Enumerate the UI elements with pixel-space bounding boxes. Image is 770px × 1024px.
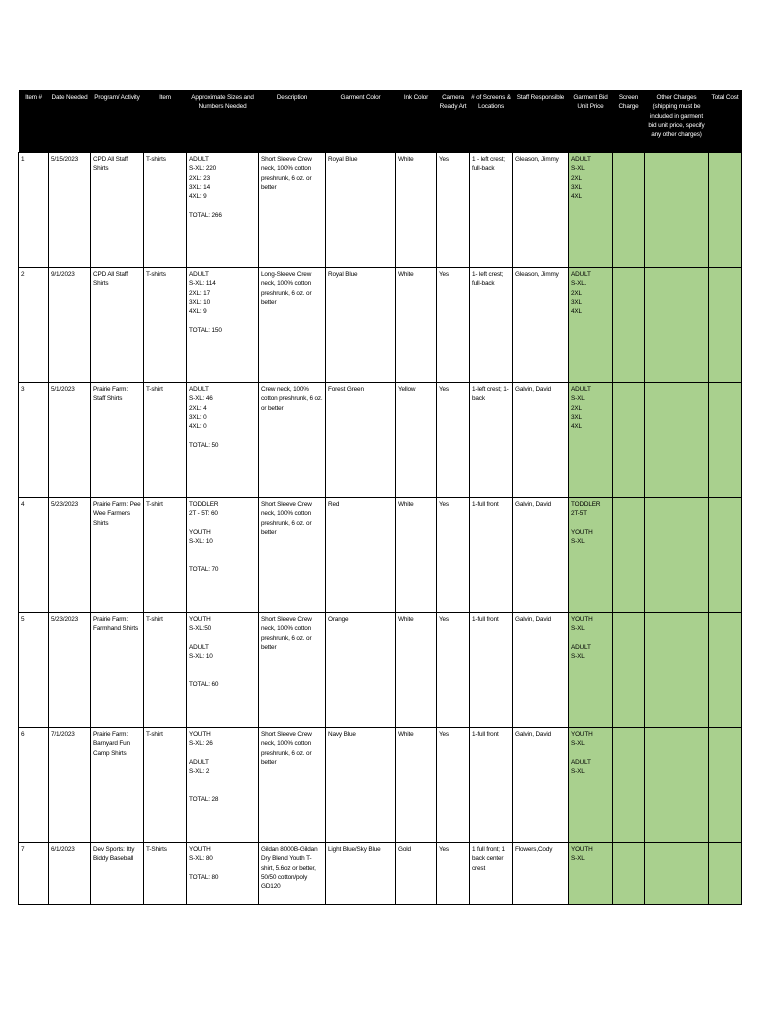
cell-ink-color: White [396, 268, 437, 383]
cell-sizes: TODDLER 2T - 5T: 60 YOUTH S-XL: 10 TOTAL: 70 [187, 498, 259, 613]
cell-screen-charge[interactable] [613, 843, 645, 905]
cell-date-needed: 5/15/2023 [49, 153, 91, 268]
cell-program: Prairie Farm: Barnyard Fun Camp Shirts [91, 728, 144, 843]
cell-item-no: 5 [19, 613, 49, 728]
cell-program: Prairie Farm: Farmhand Shirts [91, 613, 144, 728]
cell-item-no: 6 [19, 728, 49, 843]
cell-camera-ready: Yes [437, 728, 470, 843]
cell-staff: Flowers,Cody [513, 843, 569, 905]
cell-other-charges[interactable] [645, 498, 709, 613]
cell-ink-color: Gold [396, 843, 437, 905]
cell-other-charges[interactable] [645, 268, 709, 383]
cell-screens: 1 - left crest; full-back [470, 153, 513, 268]
cell-staff: Gleason, Jimmy [513, 153, 569, 268]
table-row [19, 498, 742, 613]
cell-bid-price[interactable]: ADULT S-XL 2XL 3XL 4XL [569, 153, 613, 268]
cell-total-cost[interactable] [709, 383, 742, 498]
cell-garment-color: Navy Blue [326, 728, 396, 843]
cell-item: T-shirts [144, 153, 187, 268]
cell-item-no: 2 [19, 268, 49, 383]
cell-total-cost[interactable] [709, 613, 742, 728]
cell-screens: 1- left crest; full-back [470, 268, 513, 383]
cell-program: Prairie Farm: Pee Wee Farmers Shirts [91, 498, 144, 613]
cell-item-no: 7 [19, 843, 49, 905]
header-row [19, 90, 742, 153]
cell-description: Short Sleeve Crew neck, 100% cotton preshrunk, 6 oz. or better [259, 613, 326, 728]
cell-staff: Gleason, Jimmy [513, 268, 569, 383]
cell-date-needed: 9/1/2023 [49, 268, 91, 383]
cell-other-charges[interactable] [645, 728, 709, 843]
cell-sizes: ADULT S-XL: 220 2XL: 23 3XL: 14 4XL: 9 TOTAL: 266 [187, 153, 259, 268]
table-row [19, 268, 742, 383]
cell-sizes: YOUTH S-XL: 26 ADULT S-XL: 2 TOTAL: 28 [187, 728, 259, 843]
col-header-item-no: Item # [19, 90, 49, 153]
cell-ink-color: White [396, 613, 437, 728]
cell-item: T-Shirts [144, 843, 187, 905]
cell-program: Prairie Farm: Staff Shirts [91, 383, 144, 498]
col-header-description: Description [259, 90, 326, 153]
col-header-camera-ready: Camera Ready Art [437, 90, 470, 153]
table-row [19, 153, 742, 268]
cell-total-cost[interactable] [709, 268, 742, 383]
cell-bid-price[interactable]: YOUTH S-XL [569, 843, 613, 905]
cell-screen-charge[interactable] [613, 153, 645, 268]
cell-bid-price[interactable]: ADULT S-XL. 2XL 3XL 4XL [569, 268, 613, 383]
cell-staff: Galvin, David [513, 383, 569, 498]
table-row [19, 613, 742, 728]
table-row [19, 383, 742, 498]
cell-garment-color: Red [326, 498, 396, 613]
cell-other-charges[interactable] [645, 383, 709, 498]
cell-garment-color: Orange [326, 613, 396, 728]
cell-other-charges[interactable] [645, 153, 709, 268]
cell-description: Short Sleeve Crew neck, 100% cotton preshrunk, 6 oz. or better [259, 153, 326, 268]
cell-sizes: ADULT S-XL: 114 2XL: 17 3XL: 10 4XL: 9 TOTAL: 150 [187, 268, 259, 383]
cell-item-no: 4 [19, 498, 49, 613]
col-header-other-charges: Other Charges (shipping must be included in garment bid unit price, specify any other charges) [645, 90, 709, 153]
cell-description: Gildan 8000B-Gildan Dry Blend Youth T-shirt, 5.6oz or better, 50/50 cotton/poly GD120 [259, 843, 326, 905]
cell-date-needed: 6/1/2023 [49, 843, 91, 905]
col-header-bid-price: Garment Bid Unit Price [569, 90, 613, 153]
cell-screens: 1-full front [470, 728, 513, 843]
cell-sizes: YOUTH S-XL: 80 TOTAL: 80 [187, 843, 259, 905]
cell-total-cost[interactable] [709, 153, 742, 268]
col-header-staff: Staff Responsible [513, 90, 569, 153]
cell-garment-color: Forest Green [326, 383, 396, 498]
cell-item: T-shirt [144, 613, 187, 728]
cell-camera-ready: Yes [437, 498, 470, 613]
cell-total-cost[interactable] [709, 728, 742, 843]
col-header-date-needed: Date Needed [49, 90, 91, 153]
cell-total-cost[interactable] [709, 498, 742, 613]
cell-screens: 1 full front; 1 back center crest [470, 843, 513, 905]
cell-description: Crew neck, 100% cotton preshrunk, 6 oz. or better [259, 383, 326, 498]
cell-date-needed: 5/23/2023 [49, 613, 91, 728]
cell-screens: 1-left crest; 1-back [470, 383, 513, 498]
cell-program: CPD All Staff Shirts [91, 268, 144, 383]
cell-bid-price[interactable]: ADULT S-XL 2XL 3XL 4XL [569, 383, 613, 498]
cell-screen-charge[interactable] [613, 383, 645, 498]
cell-program: CPD All Staff Shirts [91, 153, 144, 268]
col-header-screen-charge: Screen Charge [613, 90, 645, 153]
cell-bid-price[interactable]: YOUTH S-XL ADULT S-XL [569, 728, 613, 843]
cell-item-no: 1 [19, 153, 49, 268]
cell-staff: Galvin, David [513, 728, 569, 843]
cell-item: T-shirt [144, 728, 187, 843]
cell-staff: Galvin, David [513, 613, 569, 728]
col-header-item: Item [144, 90, 187, 153]
cell-garment-color: Royal Blue [326, 268, 396, 383]
col-header-screens: # of Screens & Locations [470, 90, 513, 153]
cell-sizes: YOUTH S-XL:50 ADULT S-XL: 10 TOTAL: 60 [187, 613, 259, 728]
cell-description: Short Sleeve Crew neck, 100% cotton preshrunk, 6 oz. or better [259, 728, 326, 843]
cell-description: Short Sleeve Crew neck, 100% cotton preshrunk, 6 oz. or better [259, 498, 326, 613]
table-row [19, 728, 742, 843]
cell-screens: 1-full front [470, 613, 513, 728]
cell-other-charges[interactable] [645, 843, 709, 905]
cell-camera-ready: Yes [437, 383, 470, 498]
cell-item: T-shirt [144, 498, 187, 613]
bid-sheet-table [18, 90, 742, 905]
cell-screen-charge[interactable] [613, 613, 645, 728]
cell-ink-color: White [396, 153, 437, 268]
cell-sizes: ADULT S-XL: 46 2XL: 4 3XL: 0 4XL: 0 TOTAL: 50 [187, 383, 259, 498]
cell-other-charges[interactable] [645, 613, 709, 728]
cell-ink-color: Yellow [396, 383, 437, 498]
cell-program: Dev Sports: Itty Biddy Baseball [91, 843, 144, 905]
cell-ink-color: White [396, 498, 437, 613]
cell-camera-ready: Yes [437, 613, 470, 728]
cell-item-no: 3 [19, 383, 49, 498]
cell-screen-charge[interactable] [613, 728, 645, 843]
cell-screens: 1-full front [470, 498, 513, 613]
cell-screen-charge[interactable] [613, 268, 645, 383]
cell-item: T-shirts [144, 268, 187, 383]
cell-item: T-shirt [144, 383, 187, 498]
table-row [19, 843, 742, 905]
cell-camera-ready: Yes [437, 843, 470, 905]
cell-description: Long-Sleeve Crew neck, 100% cotton preshrunk, 6 oz. or better [259, 268, 326, 383]
cell-date-needed: 7/1/2023 [49, 728, 91, 843]
col-header-program: Program/ Activity [91, 90, 144, 153]
col-header-garment-color: Garment Color [326, 90, 396, 153]
cell-screen-charge[interactable] [613, 498, 645, 613]
cell-bid-price[interactable]: YOUTH S-XL ADULT S-XL [569, 613, 613, 728]
cell-bid-price[interactable]: TODDLER 2T-5T YOUTH S-XL [569, 498, 613, 613]
cell-staff: Galvin, David [513, 498, 569, 613]
cell-total-cost[interactable] [709, 843, 742, 905]
cell-camera-ready: Yes [437, 268, 470, 383]
cell-ink-color: White [396, 728, 437, 843]
cell-date-needed: 5/23/2023 [49, 498, 91, 613]
cell-date-needed: 5/1/2023 [49, 383, 91, 498]
cell-garment-color: Royal Blue [326, 153, 396, 268]
cell-camera-ready: Yes [437, 153, 470, 268]
cell-garment-color: Light Blue/Sky Blue [326, 843, 396, 905]
col-header-total-cost: Total Cost [709, 90, 742, 153]
col-header-ink-color: Ink Color [396, 90, 437, 153]
col-header-sizes: Approximate Sizes and Numbers Needed [187, 90, 259, 153]
